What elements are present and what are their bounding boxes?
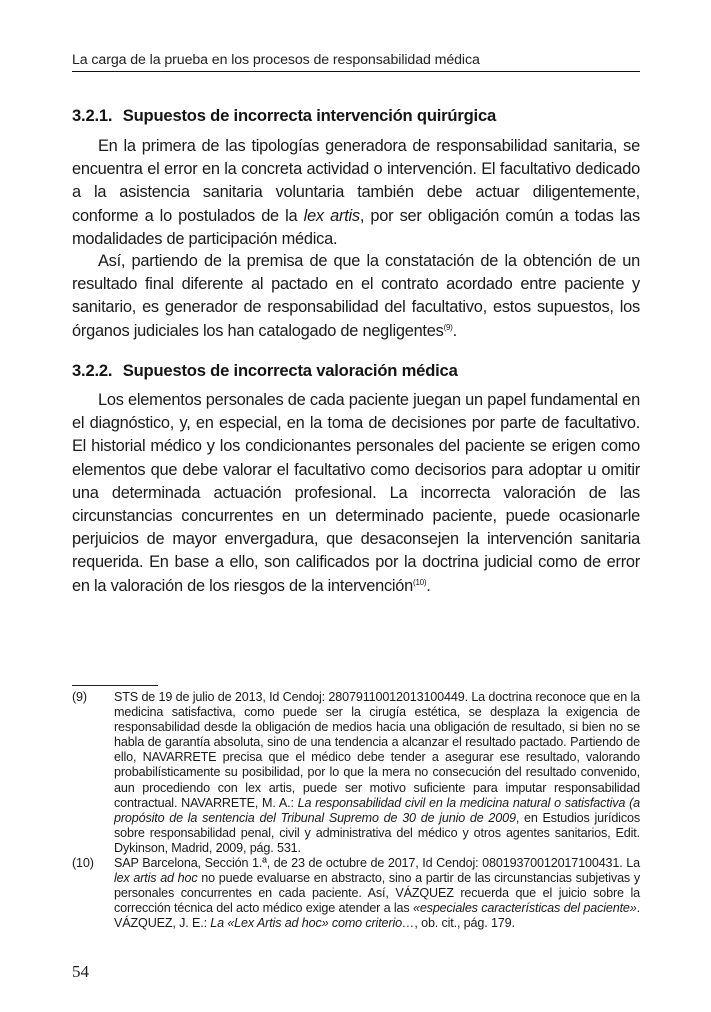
section-number: 3.2.2. xyxy=(72,361,113,380)
running-header: La carga de la prueba en los procesos de responsabilidad médica xyxy=(72,52,640,72)
italic-citation: La «Lex Artis ad hoc» como criterio… xyxy=(210,916,415,931)
page-number: 54 xyxy=(72,962,89,981)
footnote-text xyxy=(114,856,640,931)
punctuation: . xyxy=(426,576,431,595)
footnote-number: (10) xyxy=(72,856,94,870)
paragraph-text: En la primera de las tipologías generadora de responsabilidad sanitaria, se encuentra el error en la concreta actividad o intervención. El facultativo dedicado a la asistencia sanitaria voluntaria también debe actuar diligentemente, conforme a lo postulados de la xyxy=(72,137,640,225)
footnote-9 xyxy=(72,690,640,856)
section-title: Supuestos de incorrecta valoración médica xyxy=(122,361,458,380)
section-heading-3-2-2 xyxy=(72,361,640,381)
italic-term: lex artis ad hoc xyxy=(114,871,198,886)
paragraph xyxy=(72,389,640,598)
text-run: STS de 19 de julio de 2013, Id Cendoj: 28079110012013100449. La doctrina reconoce que en la medicina satisfactiva, como puede ser la cirugía estética, se desplaza la exigencia de responsabilidad desde la obligación de medios hacia una obligación de resultado, si bien no se habla de garantía absoluta, sino de una tendencia a alcanzar el resultado pactado. Partiendo de ello, NAVARRETE precisa que el médico debe tender a asegurar ese resultado, valorando probabilísticamente su posibilidad, por lo que la mera no consecución del resultado convenido, aun procediendo con lex artis, puede ser motivo suficiente para imputar responsabilidad contractual. NAVARRETE, M. A.: xyxy=(114,690,640,810)
paragraph-text: , por ser obligación común a todas las modalidades de participación médica. xyxy=(72,206,640,248)
footnote-ref-9[interactable]: (9) xyxy=(443,322,453,332)
text-run: SAP Barcelona, Sección 1.ª, de 23 de octubre de 2017, Id Cendoj: 08019370012017100431. La xyxy=(114,856,640,870)
section-heading-3-2-1 xyxy=(72,106,640,126)
footnote-number: (9) xyxy=(72,690,87,704)
footnote-text xyxy=(114,690,640,856)
footnote-ref-10[interactable]: (10) xyxy=(413,577,427,587)
text-run: , ob. cit., pág. 179. xyxy=(414,916,515,931)
section-title: Supuestos de incorrecta intervención quirúrgica xyxy=(122,106,497,125)
paragraph xyxy=(72,250,640,343)
section-number: 3.2.1. xyxy=(72,106,113,125)
punctuation: . xyxy=(452,321,457,340)
paragraph-text: Los elementos personales de cada paciente juegan un papel fundamental en el diagnóstico, y, en especial, en la toma de decisiones por parte de facultativo. El historial médico y los condicionantes personales del paciente se erigen como elementos que debe valorar el facultativo como decisorios para adoptar u omitir una determinada actuación profesional. La incorrecta valoración de las circunstancias concurrentes en un determinado paciente, puede ocasionarle perjuicios de mayor envergadura, que desaconsejen la intervención sanitaria requerida. En base a ello, son calificados por la doctrina judicial como de error en la valoración de los riesgos de la intervención xyxy=(72,391,640,595)
text-run: no puede evaluarse en abstracto, sino a partir de las circunstancias subjetivas y personales concurrentes en cada paciente. Así, VÁZQUEZ recuerda que el juicio sobre la corrección técnica del acto médico exige atender a las xyxy=(114,871,640,916)
italic-term: lex artis xyxy=(303,206,360,225)
text-run: . VÁZQUEZ, J. E.: xyxy=(114,901,640,931)
italic-citation: La responsabilidad civil en la medicina natural o satisfactiva (a propósito de la sentencia del Tribunal Supremo de 30 de junio de 2009 xyxy=(114,795,640,825)
italic-quote: «especiales características del paciente» xyxy=(412,901,637,916)
footnote-divider xyxy=(72,685,158,686)
footnote-10 xyxy=(72,856,640,931)
paragraph xyxy=(72,135,640,251)
text-run: , en Estudios jurídicos sobre responsabilidad penal, civil y administrativa del médico y otros agentes sanitarios, Edit. Dykinson, Madrid, 2009, pág. 531. xyxy=(114,810,640,855)
paragraph-text: Así, partiendo de la premisa de que la constatación de la obtención de un resultado final diferente al pactado en el contrato acordado entre paciente y sanitario, es generador de responsabilidad del facultativo, estos supuestos, los órganos judiciales los han catalogado de negligentes xyxy=(72,252,640,340)
